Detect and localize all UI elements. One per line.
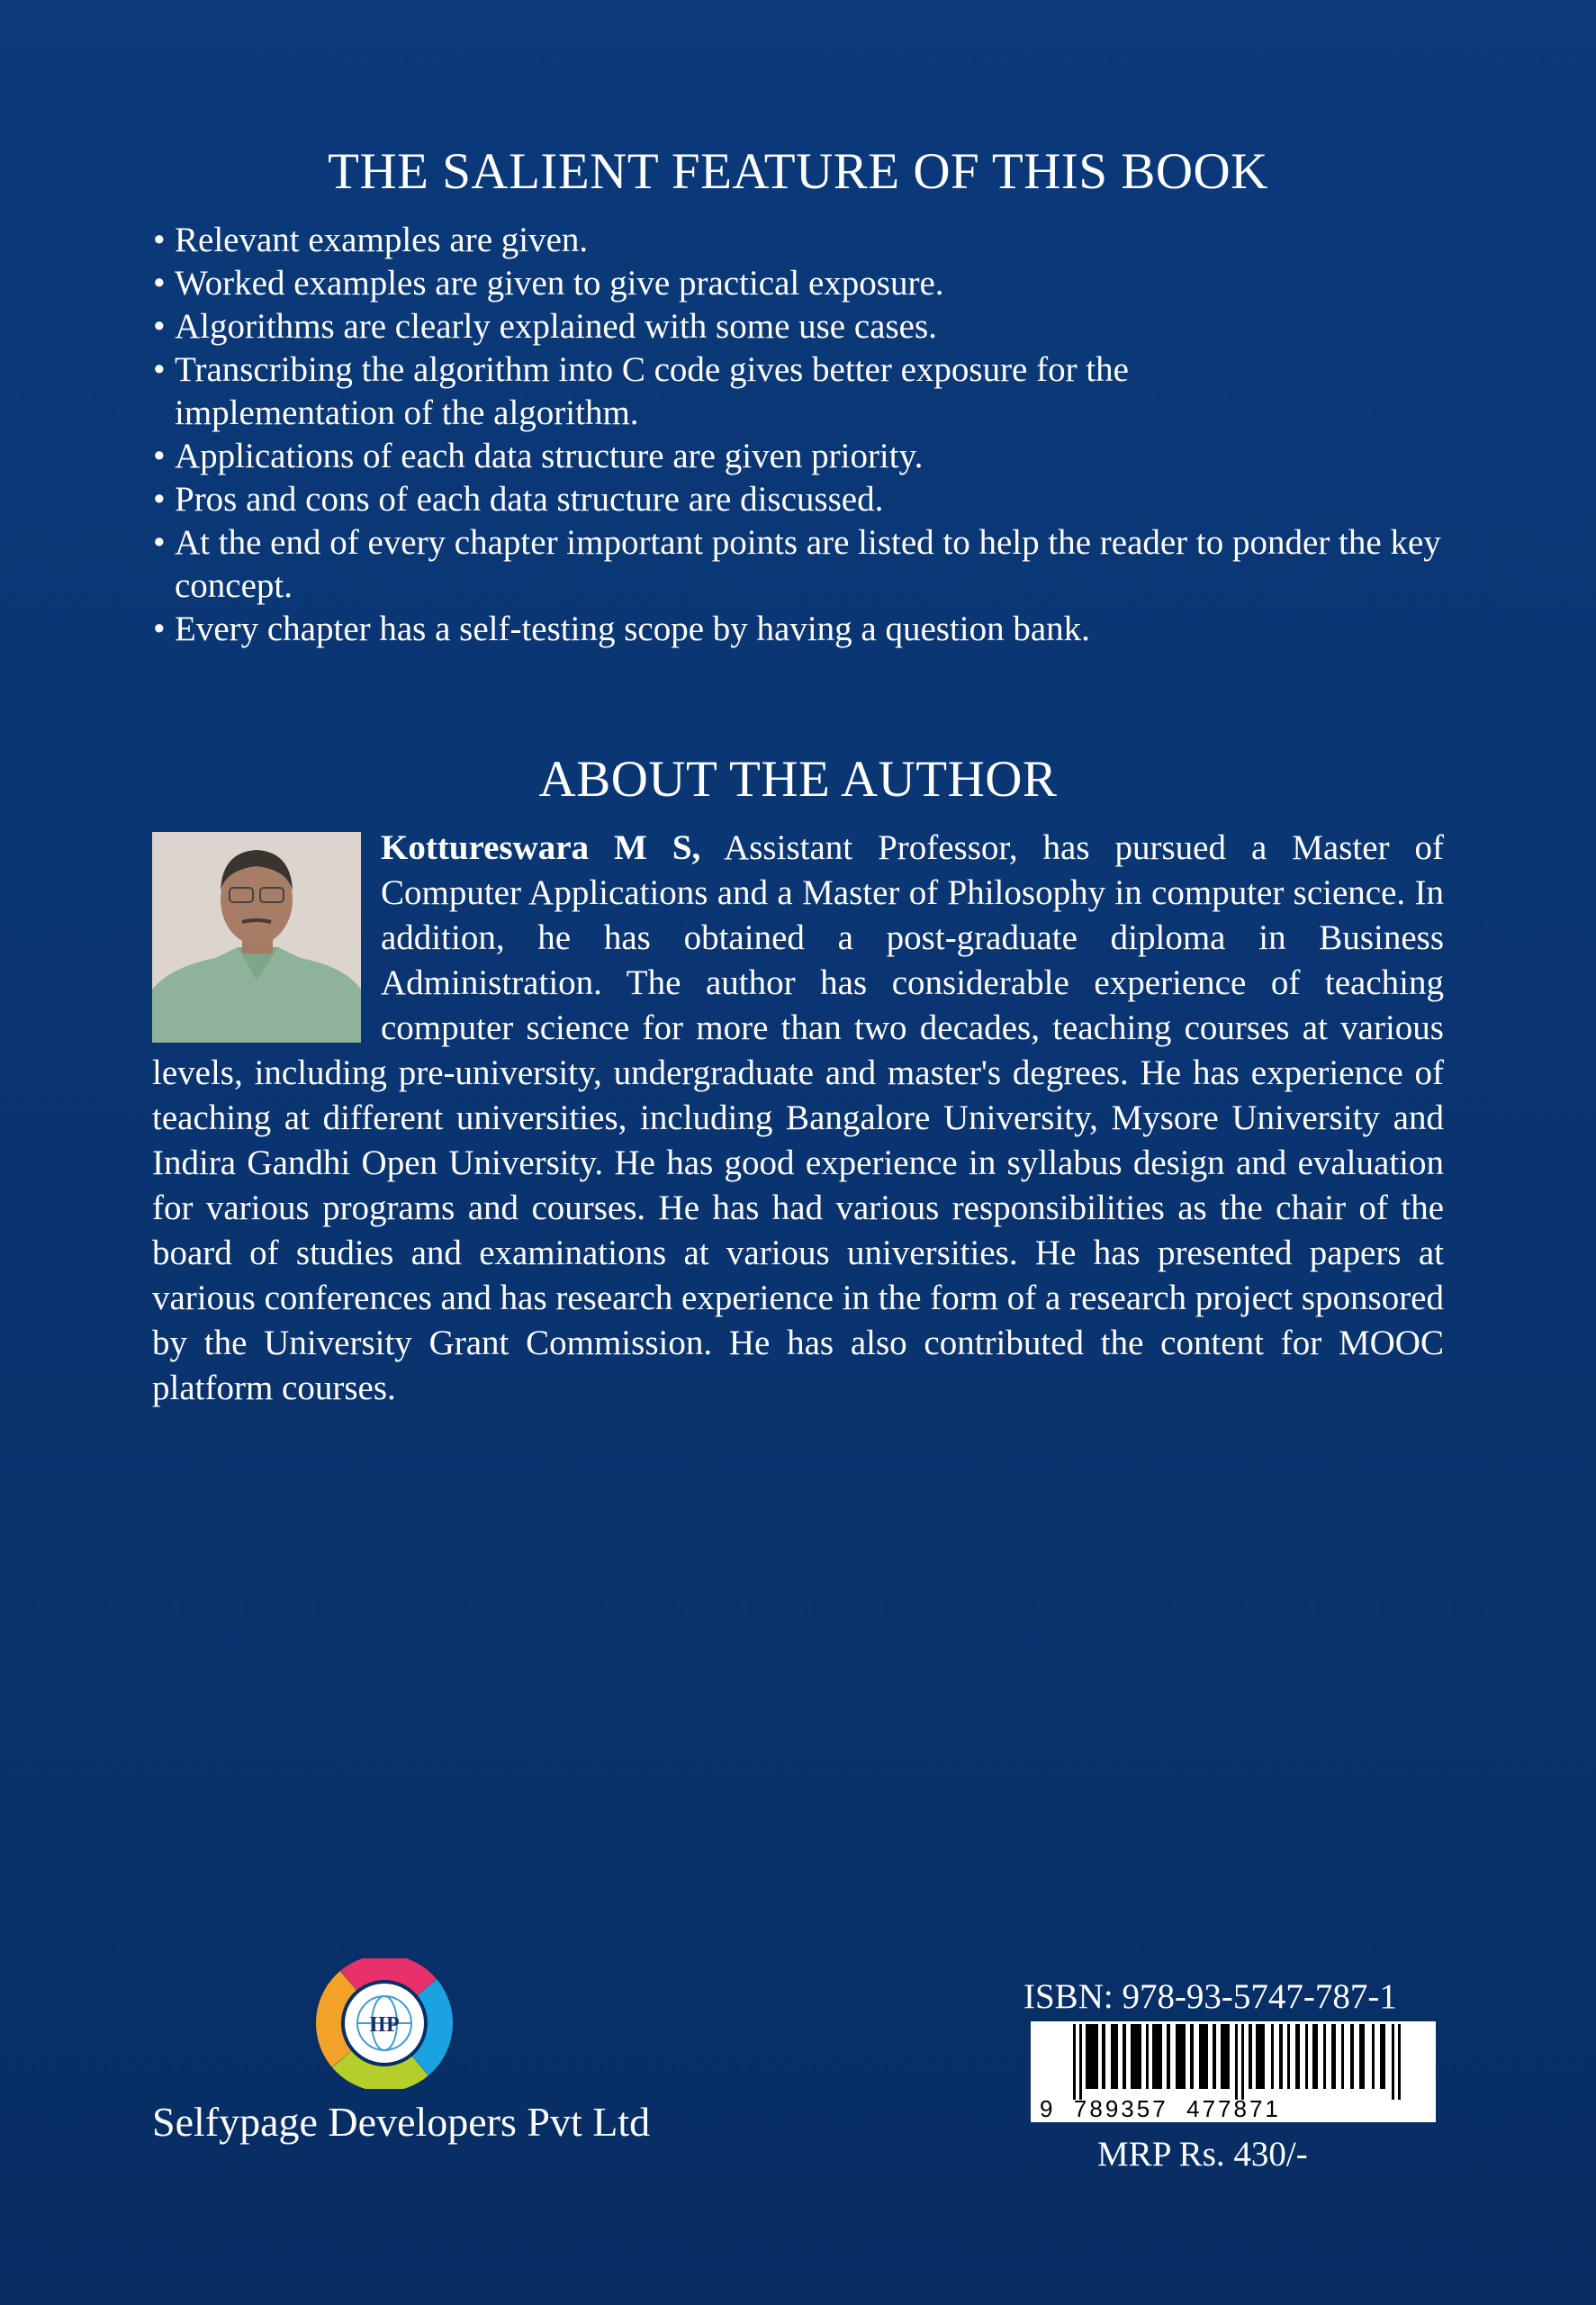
author-name: Kottureswara M S, xyxy=(381,828,701,867)
isbn-label: ISBN: 978-93-5747-787-1 xyxy=(1023,1977,1397,2016)
bullet-icon: • xyxy=(153,437,166,475)
bullet-icon: • xyxy=(153,480,166,519)
feature-item: • Applications of each data structure are given priority. xyxy=(153,435,1467,478)
bullet-icon: • xyxy=(153,264,166,303)
publisher-name: Selfypage Developers Pvt Ltd xyxy=(152,2099,651,2145)
logo-text: IIP xyxy=(369,2013,400,2037)
author-photo xyxy=(152,832,361,1043)
author-bio-text: Assistant Professor, has pursued a Master of Computer Applications and a Master of Philosophy in computer science. In addition, he has obtained a post-graduate diploma in Business Administration. The author has considerable experience of teaching computer science for more than two decades, teaching courses at various levels, including pre-university, undergraduate and master's degrees. He has experience of teaching at different universities, including Bangalore University, Mysore University and Indira Gandhi Open University. He has good experience in syllabus design and evaluation for various programs and courses. He has had various responsibilities as the chair of the board of studies and examinations at various universities. He has presented papers at various conferences and has research experience in the form of a research project sponsored by the University Grant Commission. He has also contributed the content for MOOC platform courses. xyxy=(152,828,1444,1407)
price-label: MRP Rs. 430/- xyxy=(1097,2135,1308,2174)
bullet-icon: • xyxy=(153,523,166,562)
features-list xyxy=(153,219,1467,651)
bullet-icon: • xyxy=(153,221,166,259)
feature-item: • Algorithms are clearly explained with some use cases. xyxy=(153,305,1467,348)
feature-item: • Every chapter has a self-testing scope by having a question bank. xyxy=(153,608,1467,651)
feature-item: • At the end of every chapter important points are listed to help the reader to ponder the key concept. xyxy=(153,523,1441,605)
bullet-icon: • xyxy=(153,350,166,389)
bullet-icon: • xyxy=(153,610,166,648)
barcode-digits: 9 789357 477871 xyxy=(1040,2095,1281,2122)
feature-item: • Worked examples are given to give practical exposure. xyxy=(153,262,1467,305)
feature-item: • Transcribing the algorithm into C code gives better exposure for the implementation of the algorithm. xyxy=(153,350,1129,432)
author-heading: ABOUT THE AUTHOR xyxy=(538,751,1058,808)
bullet-icon: • xyxy=(153,307,166,346)
features-heading: THE SALIENT FEATURE OF THIS BOOK xyxy=(328,143,1268,200)
feature-item: • Pros and cons of each data structure are discussed. xyxy=(153,478,1467,521)
publisher-logo xyxy=(315,1958,455,2089)
isbn-barcode xyxy=(1031,2021,1436,2122)
feature-item: • Relevant examples are given. xyxy=(153,219,1467,262)
